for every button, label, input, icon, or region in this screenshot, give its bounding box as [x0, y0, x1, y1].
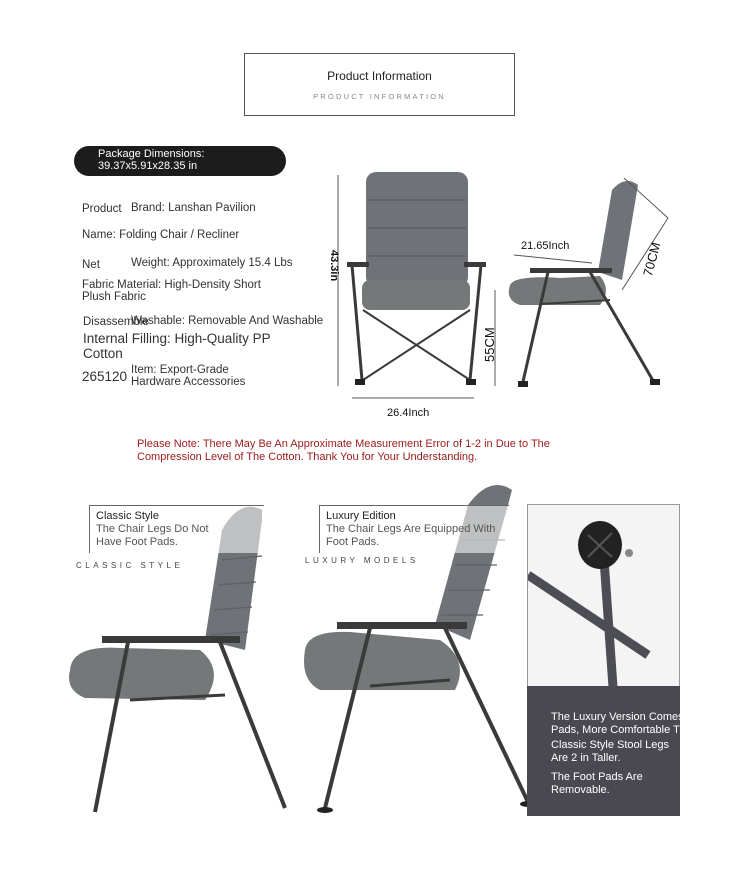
spec-item-code: 265120 — [82, 369, 128, 384]
detail-line3: The Foot Pads Are Removable. — [551, 771, 643, 796]
height-total-label: 43.3in — [328, 250, 340, 282]
header-subtitle: PRODUCT INFORMATION — [313, 92, 446, 101]
classic-title: Classic Style — [96, 510, 159, 522]
spec-weight: Weight: Approximately 15.4 Lbs — [131, 257, 293, 269]
spec-disassemble-label: Disassemble — [83, 316, 149, 328]
classic-style-label — [89, 505, 264, 553]
arm-width-label: 21.65Inch — [521, 240, 570, 252]
spec-fabric: Fabric Material: High-Density Short Plush Fabric — [82, 279, 261, 303]
front-chair-seat — [362, 280, 470, 310]
front-chair-image — [347, 172, 486, 385]
back-length-label: 70CM — [640, 240, 664, 278]
luxury-title: Luxury Edition — [326, 510, 396, 522]
detail-line1: The Luxury Version Comes With Foot Pads, More Comfortable Than — [551, 711, 734, 736]
seat-height-label: 55CM — [482, 327, 497, 362]
package-value: 39.37x5.91x28.35 in — [98, 160, 198, 172]
luxury-desc: The Chair Legs Are Equipped With Foot Pads. — [326, 523, 496, 548]
measurement-note: Please Note: There May Be An Approximate Measurement Error of 1-2 in Due to The Compression Level of The Cotton. Thank You for Your Understanding. — [137, 438, 550, 463]
spec-net-label: Net — [82, 259, 100, 271]
luxury-tag: LUXURY MODELS — [305, 556, 419, 565]
foot-pad-closeup — [528, 505, 681, 687]
spec-washable: Washable: Removable And Washable — [131, 315, 324, 327]
spec-name-text: Name: Folding Chair / Recliner — [82, 229, 240, 241]
detail-line2: Classic Style Stool Legs Are 2 in Taller. — [551, 739, 669, 764]
package-label: Package Dimensions: — [98, 148, 205, 160]
spec-filling: Internal Filling: High-Quality PP Cotton — [83, 331, 271, 361]
header-title: Product Information — [327, 69, 432, 83]
width-label: 26.4Inch — [387, 407, 430, 419]
luxury-edition-label — [319, 505, 509, 553]
classic-tag: CLASSIC STYLE — [76, 561, 184, 570]
front-chair-backrest — [366, 172, 468, 287]
classic-desc: The Chair Legs Do Not Have Foot Pads. — [96, 523, 209, 548]
spec-product-label: Product — [82, 203, 122, 215]
side-chair-image — [509, 181, 660, 387]
spec-item: Item: Export-Grade Hardware Accessories — [131, 364, 246, 388]
spec-brand: Brand: Lanshan Pavilion — [131, 202, 256, 214]
